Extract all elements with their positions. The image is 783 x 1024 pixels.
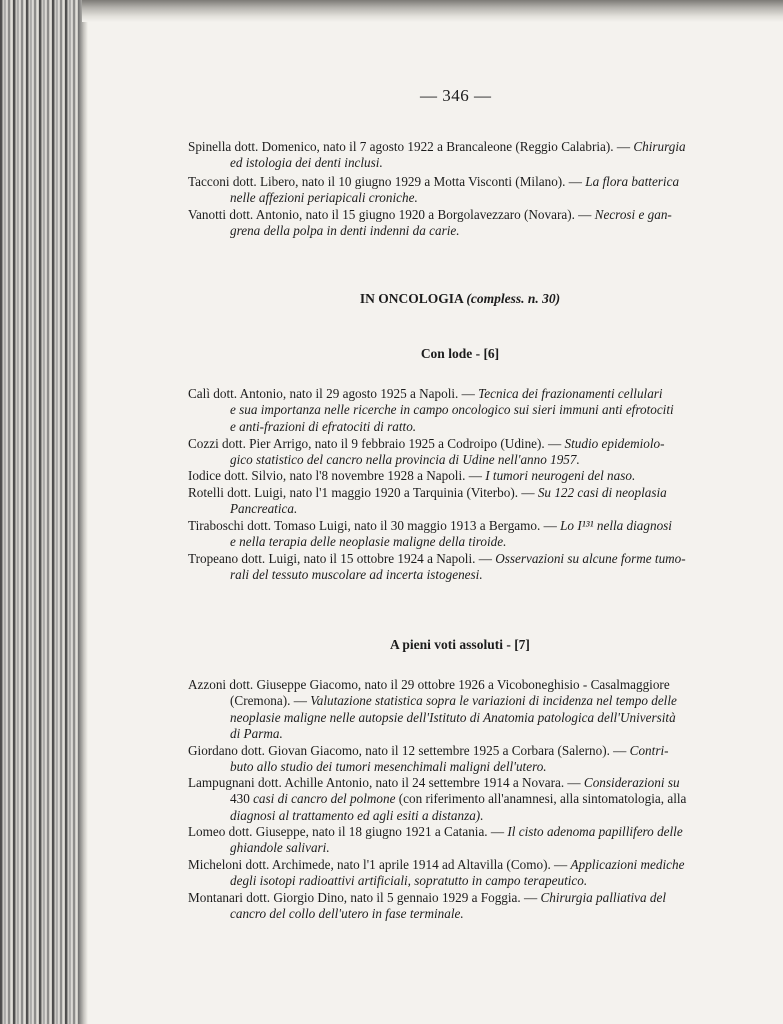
binding-shadow [78,0,88,1024]
entry-title: Studio epidemiolo- [564,436,665,451]
entry-title: La flora batterica [585,174,680,189]
entry-micheloni [188,857,740,890]
page-number: — 346 — [420,86,492,105]
entry-title: Contri- [629,743,669,758]
entry-cali [188,386,740,435]
entry-title: Chirurgia [633,139,686,154]
subheading-pieni-voti: A pieni voti assoluti - [7] [390,637,530,652]
section-subtitle: (compless. n. 30) [466,291,561,306]
book-binding [0,0,82,1024]
section-heading-oncologia [180,291,740,307]
entry-text: Calì dott. Antonio, nato il 29 agosto 1925 a Napoli. — [188,386,475,401]
entry-title-cont: degli isotopi radioattivi artificiali, sopratutto in campo terapeutico. [230,873,588,889]
entry-azzoni [188,677,740,743]
entry-text: Spinella dott. Domenico, nato il 7 agosto 1922 a Brancaleone (Reggio Calabria). — [188,139,631,154]
entry-text: Azzoni dott. Giuseppe Giacomo, nato il 29 ottobre 1926 a Vicoboneghisio - Casalmaggiore [188,677,670,692]
entry-title-note: (con riferimento all'anamnesi, alla sintomatologia, alla [398,791,687,807]
subheading-con-lode: Con lode - [6] [420,346,500,361]
entry-text: Cozzi dott. Pier Arrigo, nato il 9 febbraio 1925 a Codroipo (Udine). — [188,436,562,451]
entry-title-cont: neoplasie maligne nelle autopsie dell'Istituto di Anatomia patologica dell'Università [230,709,676,725]
entry-title-cont [188,791,740,807]
entry-title-cont: gico statistico del cancro nella provincia di Udine nell'anno 1957. [230,452,580,468]
entry-title-cont: e sua importanza nelle ricerche in campo oncologico sui sieri immuni anti efrotociti [230,402,674,418]
entry-lampugnani [188,775,740,824]
entry-title: Il cisto adenoma papillifero delle [507,824,683,839]
page-top-edge [82,0,783,22]
entry-title-cont: e nella terapia delle neoplasie maligne della tiroide. [230,534,507,550]
entry-title-cont: cancro del collo dell'utero in fase terminale. [230,906,464,922]
entry-giordano [188,743,740,776]
section-title: IN ONCOLOGIA [359,291,464,306]
entry-text: Rotelli dott. Luigi, nato l'1 maggio 1920 a Tarquinia (Viterbo). — [188,485,535,500]
entry-title-cont: ed istologia dei denti inclusi. [230,155,383,171]
entry-title: Applicazioni mediche [570,857,685,872]
entry-title: Chirurgia palliativa del [540,890,667,905]
entry-text: Vanotti dott. Antonio, nato il 15 giugno 1920 a Borgolavezzaro (Novara). — [188,207,592,222]
entry-title: Lo I¹³¹ nella diagnosi [560,518,672,533]
entry-title-cont: ghiandole salivari. [230,840,330,856]
entry-spinella [188,139,740,172]
entry-title: Necrosi e gan- [594,207,672,222]
entry-title-cont: nelle affezioni periapicali croniche. [230,190,418,206]
entry-text: Tropeano dott. Luigi, nato il 15 ottobre 1924 a Napoli. — [188,551,492,566]
entry-title-cont: e anti-frazioni di efratociti di ratto. [230,418,417,434]
entry-text-cont [188,693,740,709]
entry-title: Tecnica dei frazionamenti cellulari [478,386,663,401]
entry-title: I tumori neurogeni del naso. [485,468,636,483]
entry-text: Giordano dott. Giovan Giacomo, nato il 12 settembre 1925 a Corbara (Salerno). — [188,743,627,758]
entry-lomeo [188,824,740,857]
entry-tropeano [188,551,740,584]
entry-text: Montanari dott. Giorgio Dino, nato il 5 gennaio 1929 a Foggia. — [188,890,538,905]
entry-title: Osservazioni su alcune forme tumo- [495,551,686,566]
entry-text: Lomeo dott. Giuseppe, nato il 18 giugno 1921 a Catania. — [188,824,505,839]
entry-cozzi [188,436,740,469]
entry-title-cont: diagnosi al trattamento ed agli esiti a distanza). [230,807,484,823]
entry-text: Tiraboschi dott. Tomaso Luigi, nato il 30 maggio 1913 a Bergamo. — [188,518,557,533]
entry-tacconi [188,174,740,207]
entry-tiraboschi [188,518,740,551]
entry-title: Su 122 casi di neoplasia [537,485,667,500]
entry-title: casi di cancro del polmone [253,791,396,807]
entry-title: Considerazioni su [583,775,680,790]
entry-vanotti [188,207,740,240]
entry-montanari [188,890,740,923]
entry-title-cont: buto allo studio dei tumori mesenchimali maligni dell'utero. [230,759,547,775]
entry-title-cont: Pancreatica. [230,501,298,517]
entry-title: Valutazione statistica sopra le variazioni di incidenza nel tempo delle [310,693,677,709]
case-count: 430 [230,791,250,807]
entry-title-cont: grena della polpa in denti indenni da carie. [230,223,460,239]
entry-text: Tacconi dott. Libero, nato il 10 giugno 1929 a Motta Visconti (Milano). — [188,174,582,189]
entry-text: Iodice dott. Silvio, nato l'8 novembre 1928 a Napoli. — [188,468,482,483]
entry-rotelli [188,485,740,518]
entry-title-cont: di Parma. [230,726,283,742]
entry-iodice [188,468,740,484]
entry-text: Lampugnani dott. Achille Antonio, nato il 24 settembre 1914 a Novara. — [188,775,581,790]
entry-text: (Cremona). — [230,693,307,709]
entry-title-cont: rali del tessuto muscolare ad incerta istogenesi. [230,567,483,583]
entry-text: Micheloni dott. Archimede, nato l'1 aprile 1914 ad Altavilla (Como). — [188,857,568,872]
